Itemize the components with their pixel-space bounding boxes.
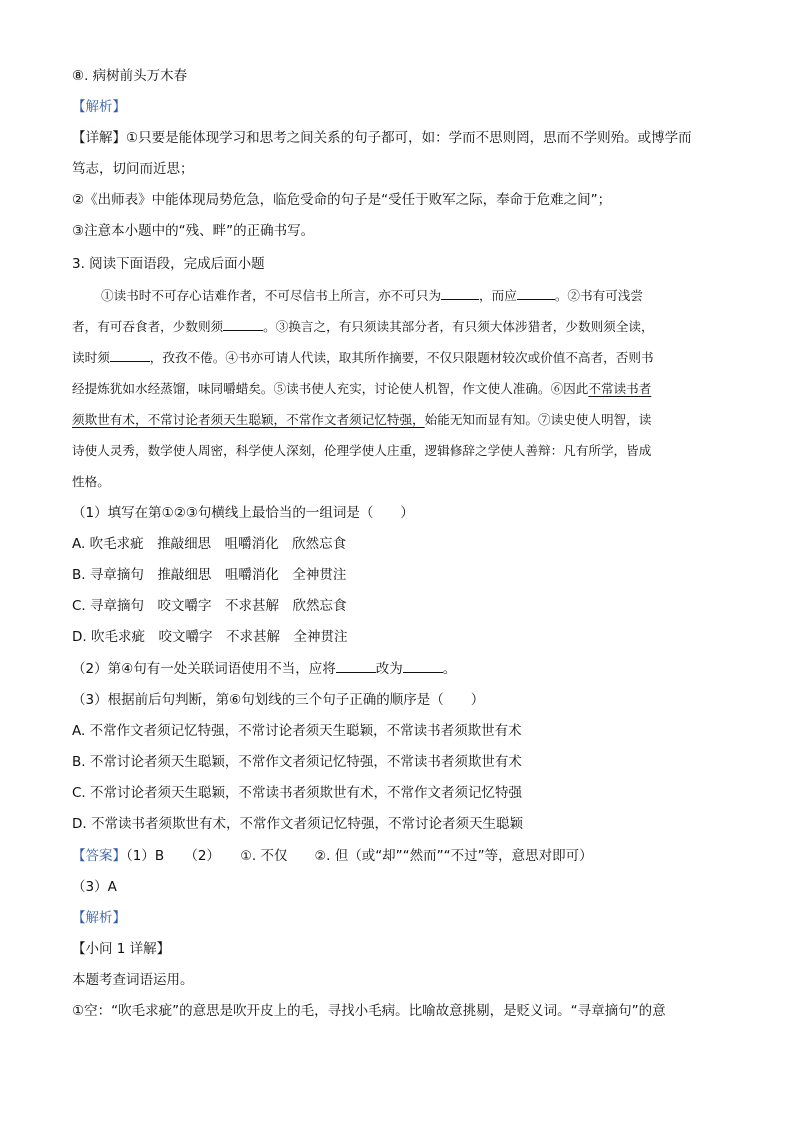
blank-5 [336,659,376,673]
sub-question-1-detail-heading: 【小问 1 详解】 [72,941,171,957]
underlined-sentence-part-2: 须欺世有术，不常讨论者须天生聪颖，不常作文者须记忆特强， [72,412,425,427]
analysis-label-2: 【解析】 [72,910,126,926]
detail-line-2: 笃志，切问而近思； [72,161,194,177]
passage-line-3: 读时须 ，孜孜不倦。④书亦可请人代读，取其所作摘要，不仅只限题材较次或价值不高者，否则书 [72,350,654,365]
passage-line-1: ①读书时不可存心诘难作者，不可尽信书上所言，亦不可只为 ，而应 。②书有可浅尝 [101,288,643,303]
passage-line-2: 者，有可吞食者，少数则须 。③换言之，有只须读其部分者，有只须大体涉猎者，少数则须全读， [72,319,654,334]
answer-line-2: （3）A [72,879,117,895]
blank-1 [441,286,479,300]
detail-line-3: ②《出师表》中能体现局势危急，临危受命的句子是“受任于败军之际，奉命于危难之间”； [72,192,612,208]
detail-line-1: 【详解】①只要是能体现学习和思考之间关系的句子都可，如：学而不思则罔，思而不学则殆。或博学而 [72,130,692,146]
sub-question-3: （3）根据前后句判断，第⑥句划线的三个句子正确的顺序是（ ） [72,692,485,708]
underlined-sentence-part-1: 不常读书者 [588,381,652,396]
passage-line-4: 经提炼犹如水经蒸馏，味同嚼蜡矣。⑤读书使人充实，讨论使人机智，作文使人准确。⑥因此不常读书者 [72,381,652,396]
sub3-option-d: D. 不常读书者须欺世有术，不常作文者须记忆特强，不常讨论者须天生聪颖 [72,816,523,832]
sub3-option-c: C. 不常讨论者须天生聪颖，不常读书者须欺世有术，不常作文者须记忆特强 [72,785,523,801]
passage-line-6: 诗使人灵秀，数学使人周密，科学使人深刻，伦理学使人庄重，逻辑修辞之学使人善辩：凡有所学，皆成 [72,443,652,458]
sub3-option-a: A. 不常作文者须记忆特强，不常讨论者须天生聪颖，不常读书者须欺世有术 [72,723,522,739]
topic-line: 本题考查词语运用。 [72,972,194,988]
blank-4 [110,348,150,362]
question-3-title: 3. 阅读下面语段，完成后面小题 [72,256,265,272]
analysis-label: 【解析】 [72,99,126,115]
sub1-option-b: B. 寻章摘句 推敲细思 咀嚼消化 全神贯注 [72,567,347,583]
sub1-option-a: A. 吹毛求疵 推敲细思 咀嚼消化 欣然忘食 [72,536,347,552]
blank-2 [517,286,555,300]
passage-line-5: 须欺世有术，不常讨论者须天生聪颖，不常作文者须记忆特强，始能无知而显有知。⑦读史使人明智，读 [72,412,652,427]
answer-line: 【答案】（1）B （2） ①. 不仅 ②. 但（或“却”“然而”“不过”等，意思对即可） [72,848,593,864]
item-8-text: ⑧. 病树前头万木春 [72,68,188,84]
blank-6 [403,659,443,673]
sub1-option-d: D. 吹毛求疵 咬文嚼字 不求甚解 全神贯注 [72,629,348,645]
sub-question-2: （2）第④句有一处关联词语使用不当，应将 改为 。 [72,661,457,677]
passage-line-7: 性格。 [72,474,110,489]
explanation-line: ①空：“吹毛求疵”的意思是吹开皮上的毛，寻找小毛病。比喻故意挑剔，是贬义词。“寻章摘句”的意 [72,1003,666,1019]
blank-3 [223,317,263,331]
answer-label: 【答案】 [72,848,126,864]
detail-line-4: ③注意本小题中的“残、畔”的正确书写。 [72,223,315,239]
sub3-option-b: B. 不常讨论者须天生聪颖，不常作文者须记忆特强，不常读书者须欺世有术 [72,754,522,770]
sub1-option-c: C. 寻章摘句 咬文嚼字 不求甚解 欣然忘食 [72,598,347,614]
sub-question-1: （1）填写在第①②③句横线上最恰当的一组词是（ ） [72,505,414,521]
